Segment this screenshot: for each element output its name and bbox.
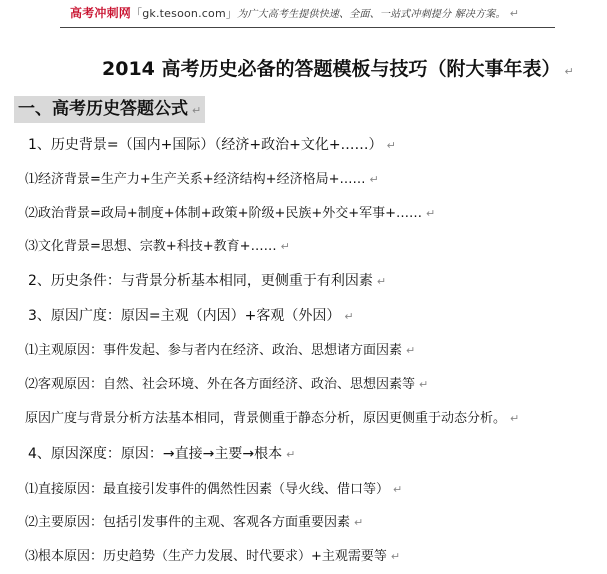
body-line — [25, 342, 415, 360]
body-line-text: ⑴经济背景=生产力+生产关系+经济结构+经济格局+…… — [25, 172, 366, 187]
paragraph-mark-icon: ↵ — [564, 65, 574, 78]
body-line-text: ⑴直接原因：最直接引发事件的偶然性因素（导火线、借口等） — [25, 482, 390, 497]
paragraph-mark-icon: ↵ — [419, 378, 429, 391]
paragraph-mark-icon: ↵ — [344, 310, 354, 323]
body-line-text: ⑵客观原因：自然、社会环境、外在各方面经济、政治、思想因素等 — [25, 377, 416, 392]
section-heading-text: 一、高考历史答题公式 — [18, 99, 188, 119]
body-line — [28, 307, 354, 326]
paragraph-mark-icon: ↵ — [406, 344, 416, 357]
body-line — [25, 410, 519, 428]
brand-name: 高考冲刺网 — [70, 6, 132, 20]
document-title — [102, 54, 574, 81]
paragraph-mark-icon: ↵ — [376, 275, 387, 288]
body-line-text: ⑶文化背景=思想、宗教+科技+教育+…… — [25, 239, 277, 254]
paragraph-mark-icon: ↵ — [280, 240, 290, 253]
body-line — [25, 238, 290, 256]
section-heading — [14, 96, 205, 123]
body-line-text: 2、历史条件：与背景分析基本相同，更侧重于有利因素 — [28, 273, 373, 289]
paragraph-mark-icon: ↵ — [286, 448, 296, 461]
body-line-text: 原因广度与背景分析方法基本相同，背景侧重于静态分析，原因更侧重于动态分析。 — [25, 411, 507, 426]
body-line — [25, 171, 379, 189]
body-line-text: ⑵主要原因：包括引发事件的主观、客观各方面重要因素 — [25, 515, 351, 530]
paragraph-mark-icon: ↵ — [354, 516, 364, 529]
body-line — [28, 272, 386, 291]
paragraph-mark-icon: ↵ — [510, 412, 520, 425]
header-divider — [60, 27, 555, 28]
header-slogan: 为广大高考生提供快速、全面、一站式冲刺提分 解决方案。 — [237, 9, 506, 20]
paragraph-mark-icon: ↵ — [509, 7, 520, 20]
paragraph-mark-icon: ↵ — [192, 104, 202, 117]
body-line — [25, 481, 402, 499]
body-line-text: ⑶根本原因：历史趋势（生产力发展、时代要求）+主观需要等 — [25, 549, 387, 564]
paragraph-mark-icon: ↵ — [426, 207, 436, 220]
paragraph-mark-icon: ↵ — [390, 550, 401, 563]
body-line — [28, 136, 396, 155]
body-line — [25, 548, 400, 566]
header-text — [70, 4, 519, 21]
paragraph-mark-icon: ↵ — [369, 173, 379, 186]
paragraph-mark-icon: ↵ — [393, 483, 403, 496]
body-line — [28, 445, 295, 464]
site-url: 「gk.tesoon.com」 — [131, 7, 238, 20]
body-line-text: 3、原因广度：原因=主观（内因）+客观（外因） — [28, 308, 341, 324]
body-line-text: 4、原因深度：原因：→直接→主要→根本 — [28, 446, 283, 462]
body-line — [25, 376, 428, 394]
paragraph-mark-icon: ↵ — [386, 139, 396, 152]
body-line — [25, 514, 363, 532]
body-line — [25, 205, 435, 223]
body-line-text: ⑵政治背景=政局+制度+体制+政策+阶级+民族+外交+军事+…… — [25, 206, 423, 221]
body-line-text: ⑴主观原因：事件发起、参与者内在经济、政治、思想诸方面因素 — [25, 343, 403, 358]
document-title-text: 2014 高考历史必备的答题模板与技巧（附大事年表） — [102, 58, 561, 80]
body-line-text: 1、历史背景=（国内+国际）（经济+政治+文化+……） — [28, 137, 383, 153]
page-header — [0, 0, 607, 30]
